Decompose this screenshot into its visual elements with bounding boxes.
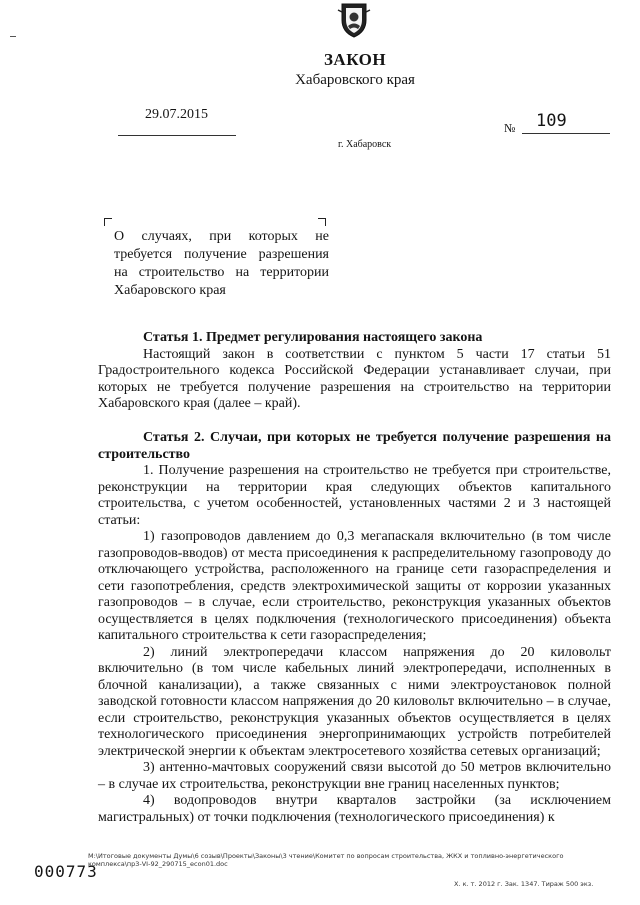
article-paragraph: Настоящий закон в соответствии с пунктом 5 части 17 статьи 51 Градостроительного кодекса Российской Федерации устанавливает случаи, при которых не требуется получение разрешения на строительство на территории Хабаровского края (далее – край).	[98, 346, 611, 411]
document-title: ЗАКОН	[323, 50, 387, 69]
bracket-right-corner	[318, 218, 326, 226]
document-number: 109	[536, 111, 567, 131]
date-underline	[118, 135, 236, 136]
registration-stamp: 000773	[34, 862, 98, 881]
margin-mark	[10, 36, 16, 37]
article-heading: Статья 2. Случаи, при которых не требуется получение разрешения на строительство	[98, 430, 611, 462]
file-path-footer: M:\Итоговые документы Думы\6 созыв\Проекты\Законы\3 чтение\Комитет по вопросам строительства, ЖКХ и топливно-энергетического комплекса\пр3-VI-92_290715_econ01.doc	[88, 852, 564, 868]
print-info: Х. к. т. 2012 г. Зак. 1347. Тираж 500 экз.	[454, 880, 594, 888]
article-paragraph: 1) газопроводов давлением до 0,3 мегапаскаля включительно (в том числе газопроводов-вводов) от места присоединения к распределительному газопроводу до отключающего устройства, расположенного на границе сети газораспределения и сети газопотребления, средств электрохимической защиты от коррозии указанных газопроводов – в случае, если строительство, реконструкция указанных объектов осуществляется в целях подключения (технологического присоединения) объекта капитального строительства к сети газораспределения;	[98, 529, 611, 643]
document-date: 29.07.2015	[145, 107, 208, 122]
article-paragraph: 3) антенно-мачтовых сооружений связи высотой до 50 метров включительно – в случае их строительства, реконструкции вне границ населенных пунктов;	[98, 760, 611, 792]
document-subtitle: Хабаровского края	[295, 72, 415, 88]
number-underline	[522, 133, 610, 134]
article-paragraph: 4) водопроводов внутри кварталов застройки (за исключением магистральных) от точки подключения (технологического присоединения) к	[98, 793, 611, 825]
city-label: г. Хабаровск	[338, 139, 392, 150]
article-2	[98, 430, 611, 826]
law-preamble: О случаях, при которых не требуется получение разрешения на строительство на территории Хабаровского края	[114, 229, 329, 298]
number-label: №	[504, 121, 516, 135]
article-paragraph: 2) линий электропередачи классом напряжения до 20 киловольт включительно (в том числе кабельных линий электропередачи, исполненных в блочной канализации), а также связанных с ними электроустановок полной заводской готовности классом напряжения до 20 киловольт включительно – в случае, если строительство, реконструкция указанных объектов осуществляется в целях технологического присоединения энергопринимающих устройств потребителей электрической энергии к объектам электросетевого хозяйства сетевых организаций;	[98, 644, 611, 759]
article-paragraph: 1. Получение разрешения на строительство не требуется при строительстве, реконструкции на территории края следующих объектов капитального строительства, с учетом особенностей, установленных частями 2 и 3 настоящей статьи:	[98, 463, 611, 528]
article-heading: Статья 1. Предмет регулирования настоящего закона	[143, 330, 483, 345]
coat-of-arms-emblem	[334, 0, 374, 38]
bracket-left-corner	[104, 218, 112, 226]
article-1	[98, 330, 611, 413]
